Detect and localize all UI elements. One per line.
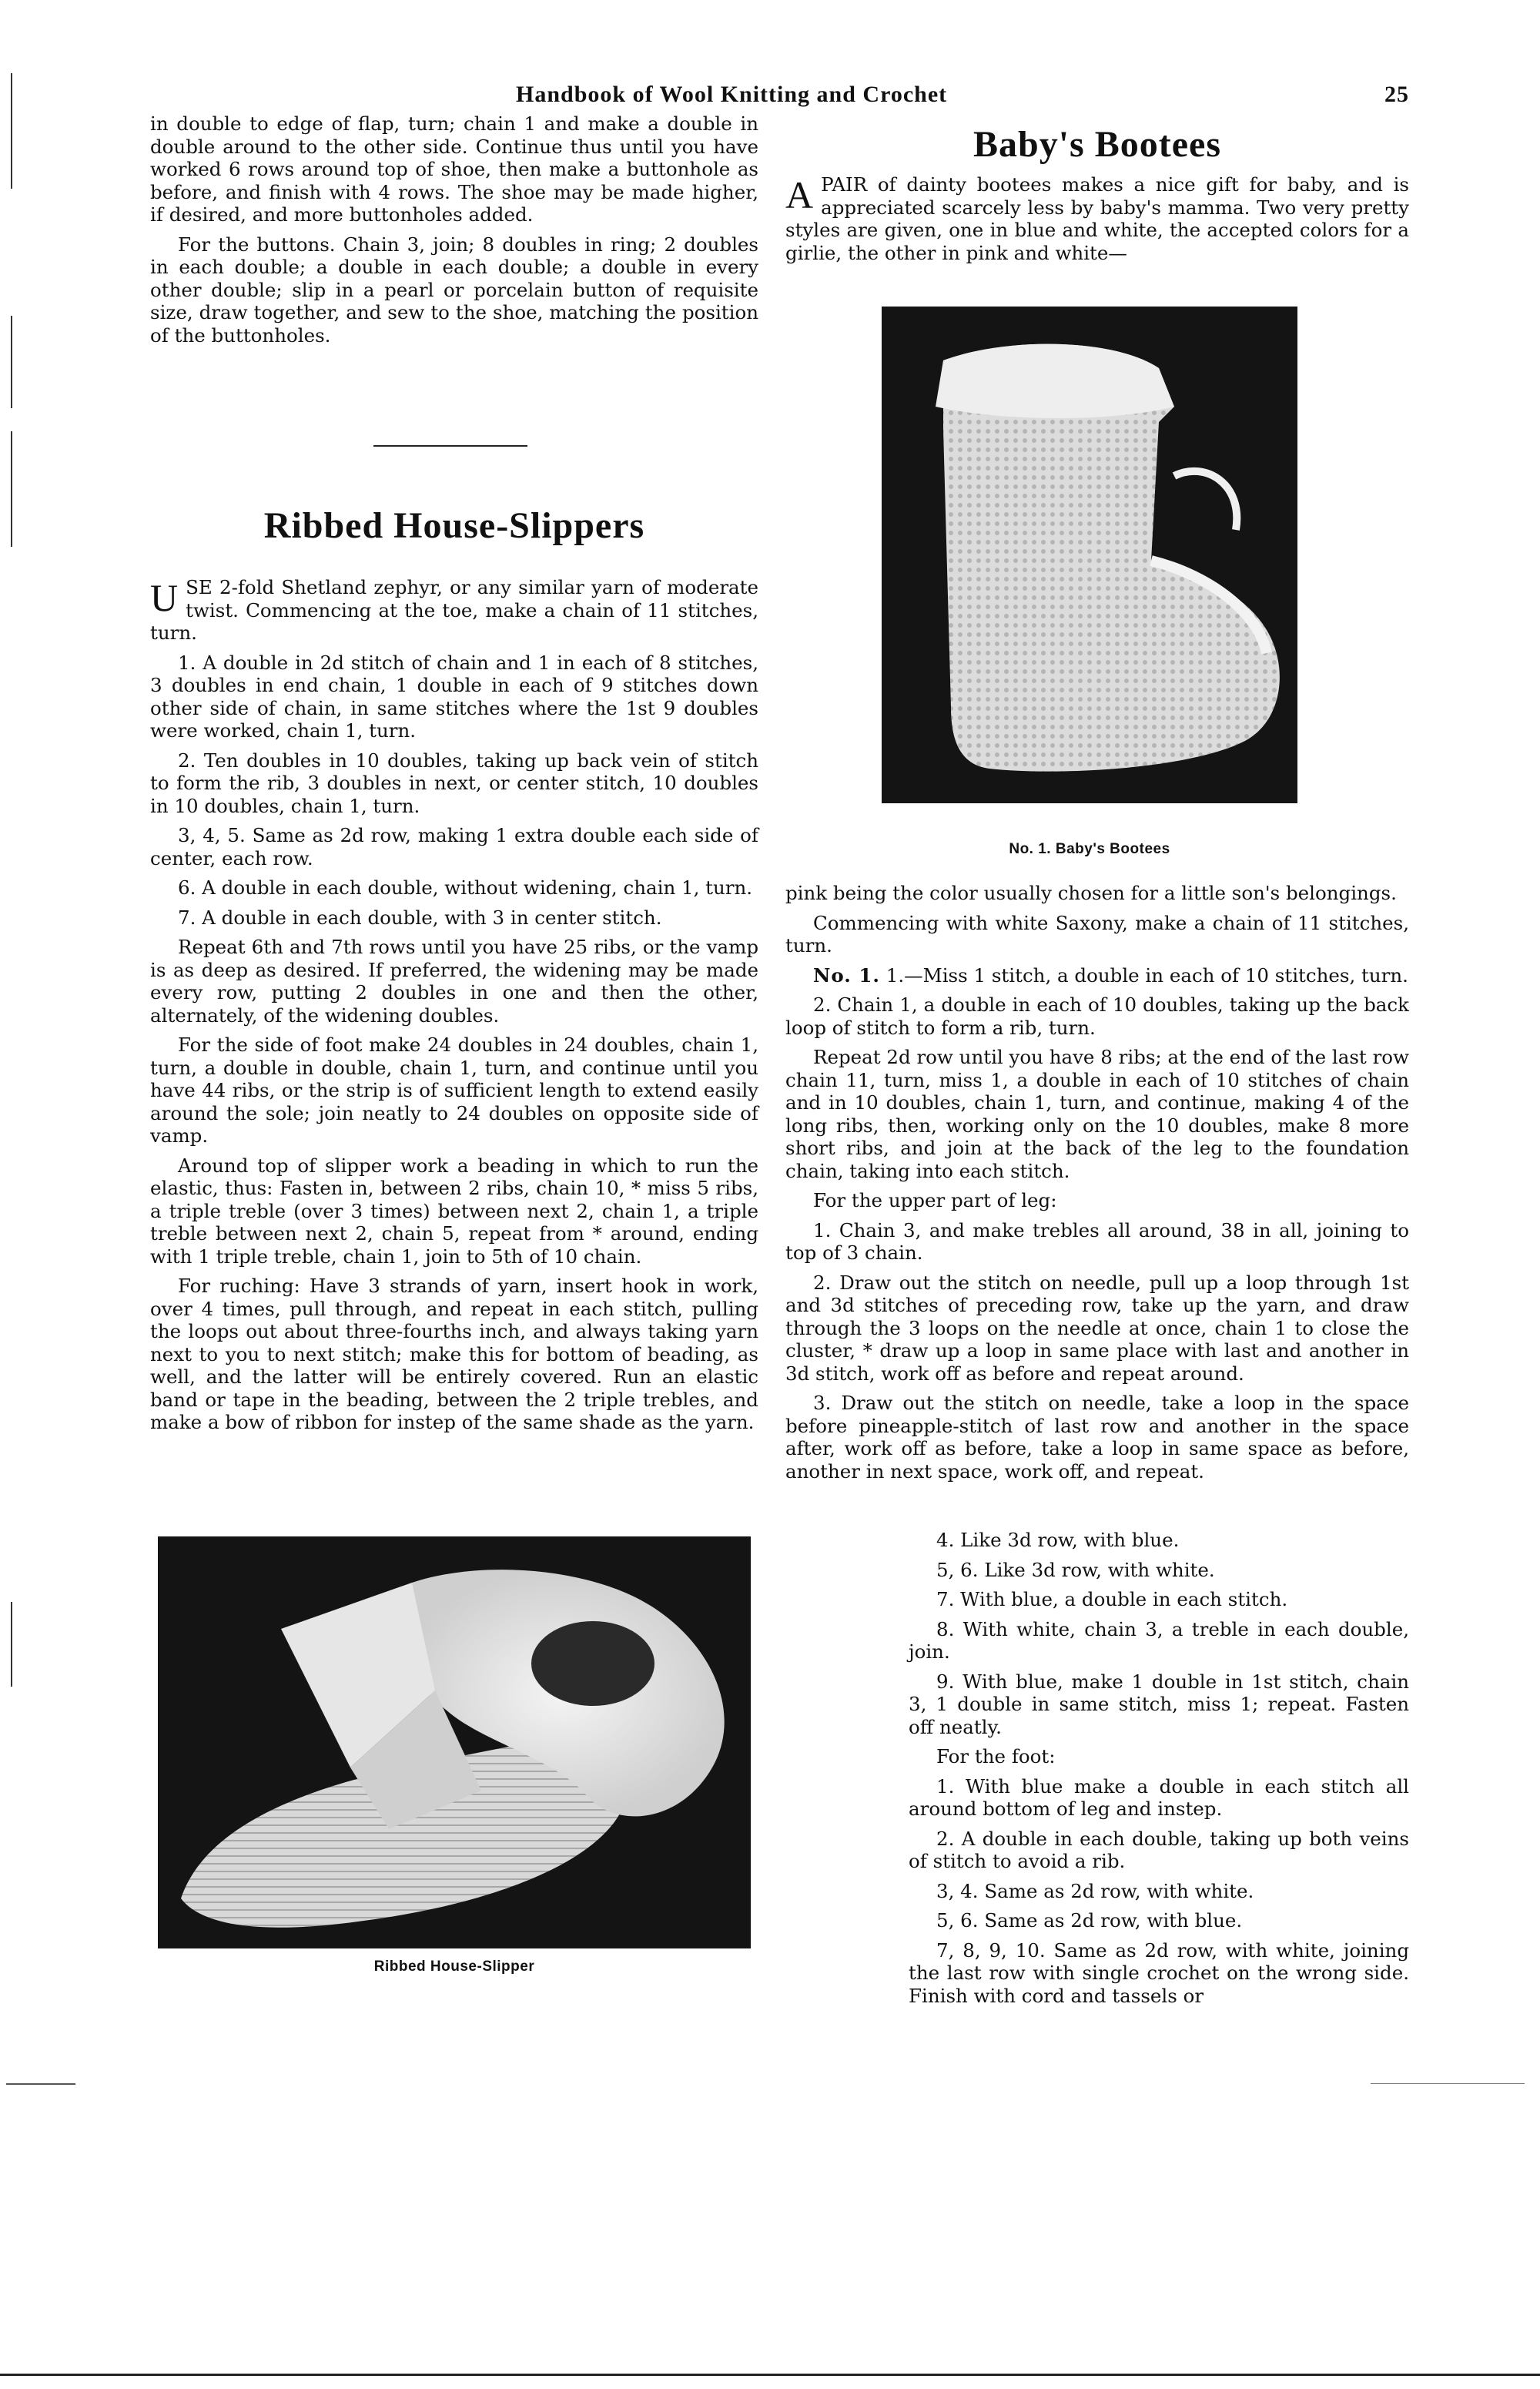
instruction-row: 2. A double in each double, taking up both veins of stitch to avoid a rib.	[909, 1827, 1409, 1872]
instruction-row: 4. Like 3d row, with blue.	[936, 1529, 1180, 1551]
instruction-row: 1. A double in 2d stitch of chain and 1 in each of 8 stitches, 3 doubles in end chain, 1 double in each of 9 stitches down other side of chain, in same stitches where the 1st 9 doubles were worked, chain 1, turn.	[150, 651, 758, 742]
instruction-row: 3. Draw out the stitch on needle, take a loop in the space before pineapple-stitch of last row and another in the space after, work off as before, take a loop in same space as before, another in next space, work off, and repeat.	[785, 1392, 1409, 1483]
bootees-intro	[785, 173, 1409, 264]
instruction-row: 3, 4. Same as 2d row, with white.	[936, 1879, 1254, 1902]
paragraph: pink being the color usually chosen for a little son's belongings.	[785, 882, 1397, 904]
bootees-title: Baby's Bootees	[973, 124, 1221, 165]
margin-mark	[11, 316, 12, 408]
instruction-row: For ruching: Have 3 strands of yarn, insert hook in work, over 4 times, pull through, and repeat in each stitch, pulling the loops out about three-fourths inch, and always taking yarn next to you to next stitch; make this for bottom of beading, as well, and the latter will be entirely covered. Run an elastic band or tape in the beading, between the 2 triple trebles, and make a bow of ribbon for instep of the same shade as the yarn.	[150, 1275, 758, 1433]
scan-mark	[1371, 2083, 1525, 2084]
bootees-intro-block	[785, 173, 1409, 271]
instruction-row: 5, 6. Same as 2d row, with blue.	[936, 1909, 1243, 1932]
instruction-row: 7. With blue, a double in each stitch.	[936, 1588, 1288, 1610]
instruction-row: 7, 8, 9, 10. Same as 2d row, with white, joining the last row with single crochet on the wrong side. Finish with cord and tassels or	[909, 1938, 1409, 2007]
running-header	[146, 82, 1409, 112]
slipper-photo	[158, 1536, 751, 1948]
left-column-top	[150, 112, 758, 353]
subheading: For the foot:	[936, 1745, 1056, 1767]
bootee-illustration	[882, 307, 1297, 803]
bootee-caption: No. 1. Baby's Bootees	[1009, 841, 1170, 857]
paragraph	[785, 964, 1409, 987]
subheading: For the upper part of leg:	[813, 1189, 1057, 1211]
no1-label: No. 1.	[813, 963, 880, 987]
intro-text: SE 2-fold Shetland zephyr, or any similar yarn of moderate twist. Commencing at the toe, make a chain of 11 stitches, turn.	[150, 576, 758, 644]
bottom-edge	[0, 2374, 1540, 2376]
paragraph: For the buttons. Chain 3, join; 8 doubles in ring; 2 doubles in each double; a double in each double; a double in every other double; slip in a pearl or porcelain button of requisite size, draw together, and sew to the shoe, matching the position of the buttonholes.	[150, 233, 758, 347]
margin-mark	[11, 73, 12, 189]
header-title: Handbook of Wool Knitting and Crochet	[516, 82, 948, 107]
instruction-row: 2. Ten doubles in 10 doubles, taking up back vein of stitch to form the rib, 3 doubles in next, or center stitch, 10 doubles in 10 doubles, chain 1, turn.	[150, 749, 758, 817]
margin-mark	[11, 1602, 12, 1687]
drop-cap: A	[785, 173, 814, 216]
instruction-row: 5, 6. Like 3d row, with white.	[936, 1558, 1215, 1581]
paragraph: in double to edge of flap, turn; chain 1 and make a double in double around to the other side. Continue thus until you have worked 6 rows around top of shoe, then make a buttonhole as before, and finish with 4 rows. The shoe may be made higher, if desired, and more buttonholes added.	[150, 112, 758, 226]
instruction-row: Around top of slipper work a beading in which to run the elastic, thus: Fasten in, between 2 ribs, chain 10, * miss 5 ribs, a triple treble (over 3 times) between next 2, chain 1, a triple treble between next 2, chain 5, repeat from * around, ending with 1 triple treble, chain 1, join to 5th of 10 chain.	[150, 1154, 758, 1268]
instruction-row: 2. Draw out the stitch on needle, pull up a loop through 1st and 3d stitches of preceding row, take up the yarn, and draw through the 3 loops on the needle at once, chain 1 to close the cluster, * draw up a loop in same place with last and another in 3d stitch, work off as before and repeat around.	[785, 1271, 1409, 1385]
bootee-photo	[882, 307, 1297, 803]
slippers-title: Ribbed House-Slippers	[263, 505, 645, 546]
instruction-row: 1. Chain 3, and make trebles all around, 38 in all, joining to top of 3 chain.	[785, 1218, 1409, 1264]
instruction-row: 2. Chain 1, a double in each of 10 doubles, taking up the back loop of stitch to form a rib, turn.	[785, 993, 1409, 1039]
page-number: 25	[1384, 82, 1409, 107]
bootees-body-lower	[909, 1529, 1409, 2014]
bootees-body	[785, 882, 1409, 1489]
drop-cap: U	[150, 576, 179, 619]
instruction-row: For the side of foot make 24 doubles in 24 doubles, chain 1, turn, a double in double, chain 1, turn, and continue until you have 44 ribs, or the strip is of sufficient length to extend easily around the sole; join neatly to 24 doubles on opposite side of vamp.	[150, 1034, 758, 1147]
instruction-row: Repeat 6th and 7th rows until you have 25 ribs, or the vamp is as deep as desired. If preferred, the widening may be made every row, putting 2 doubles in one and then the other, alternately, of the widening doubles.	[150, 936, 758, 1027]
slipper-caption: Ribbed House-Slipper	[373, 1958, 535, 1975]
instruction-row: 1. With blue make a double in each stitch all around bottom of leg and instep.	[909, 1774, 1409, 1820]
paragraph: Commencing with white Saxony, make a chain of 11 stitches, turn.	[785, 911, 1409, 957]
instruction-row: 7. A double in each double, with 3 in center stitch.	[178, 906, 662, 929]
margin-mark	[11, 431, 12, 547]
section-divider	[373, 445, 527, 447]
slippers-body	[150, 576, 758, 1441]
scan-mark	[6, 2083, 75, 2085]
intro-text: PAIR of dainty bootees makes a nice gift for baby, and is appreciated scarcely less by baby's mamma. Two very pretty styles are given, one in blue and white, the accepted colors for a girlie, the other in pink and white—	[785, 173, 1409, 264]
paragraph: Repeat 2d row until you have 8 ribs; at the end of the last row chain 11, turn, miss 1, a double in each of 10 stitches of chain and in 10 doubles, chain 1, turn, and continue, making 4 of the long ribs, then, working only on the 10 doubles, make 8 more short ribs, and join at the back of the leg to the foundation chain, taking into each stitch.	[785, 1046, 1409, 1182]
slippers-intro	[150, 576, 758, 645]
no1-text: 1.—Miss 1 stitch, a double in each of 10 stitches, turn.	[879, 963, 1408, 987]
instruction-row: 3, 4, 5. Same as 2d row, making 1 extra double each side of center, each row.	[150, 824, 758, 869]
instruction-row: 8. With white, chain 3, a treble in each double, join.	[909, 1617, 1409, 1663]
instruction-row: 9. With blue, make 1 double in 1st stitch, chain 3, 1 double in same stitch, miss 1; repeat. Fasten off neatly.	[909, 1670, 1409, 1738]
instruction-row: 6. A double in each double, without widening, chain 1, turn.	[178, 876, 753, 899]
slipper-illustration	[158, 1536, 751, 1948]
